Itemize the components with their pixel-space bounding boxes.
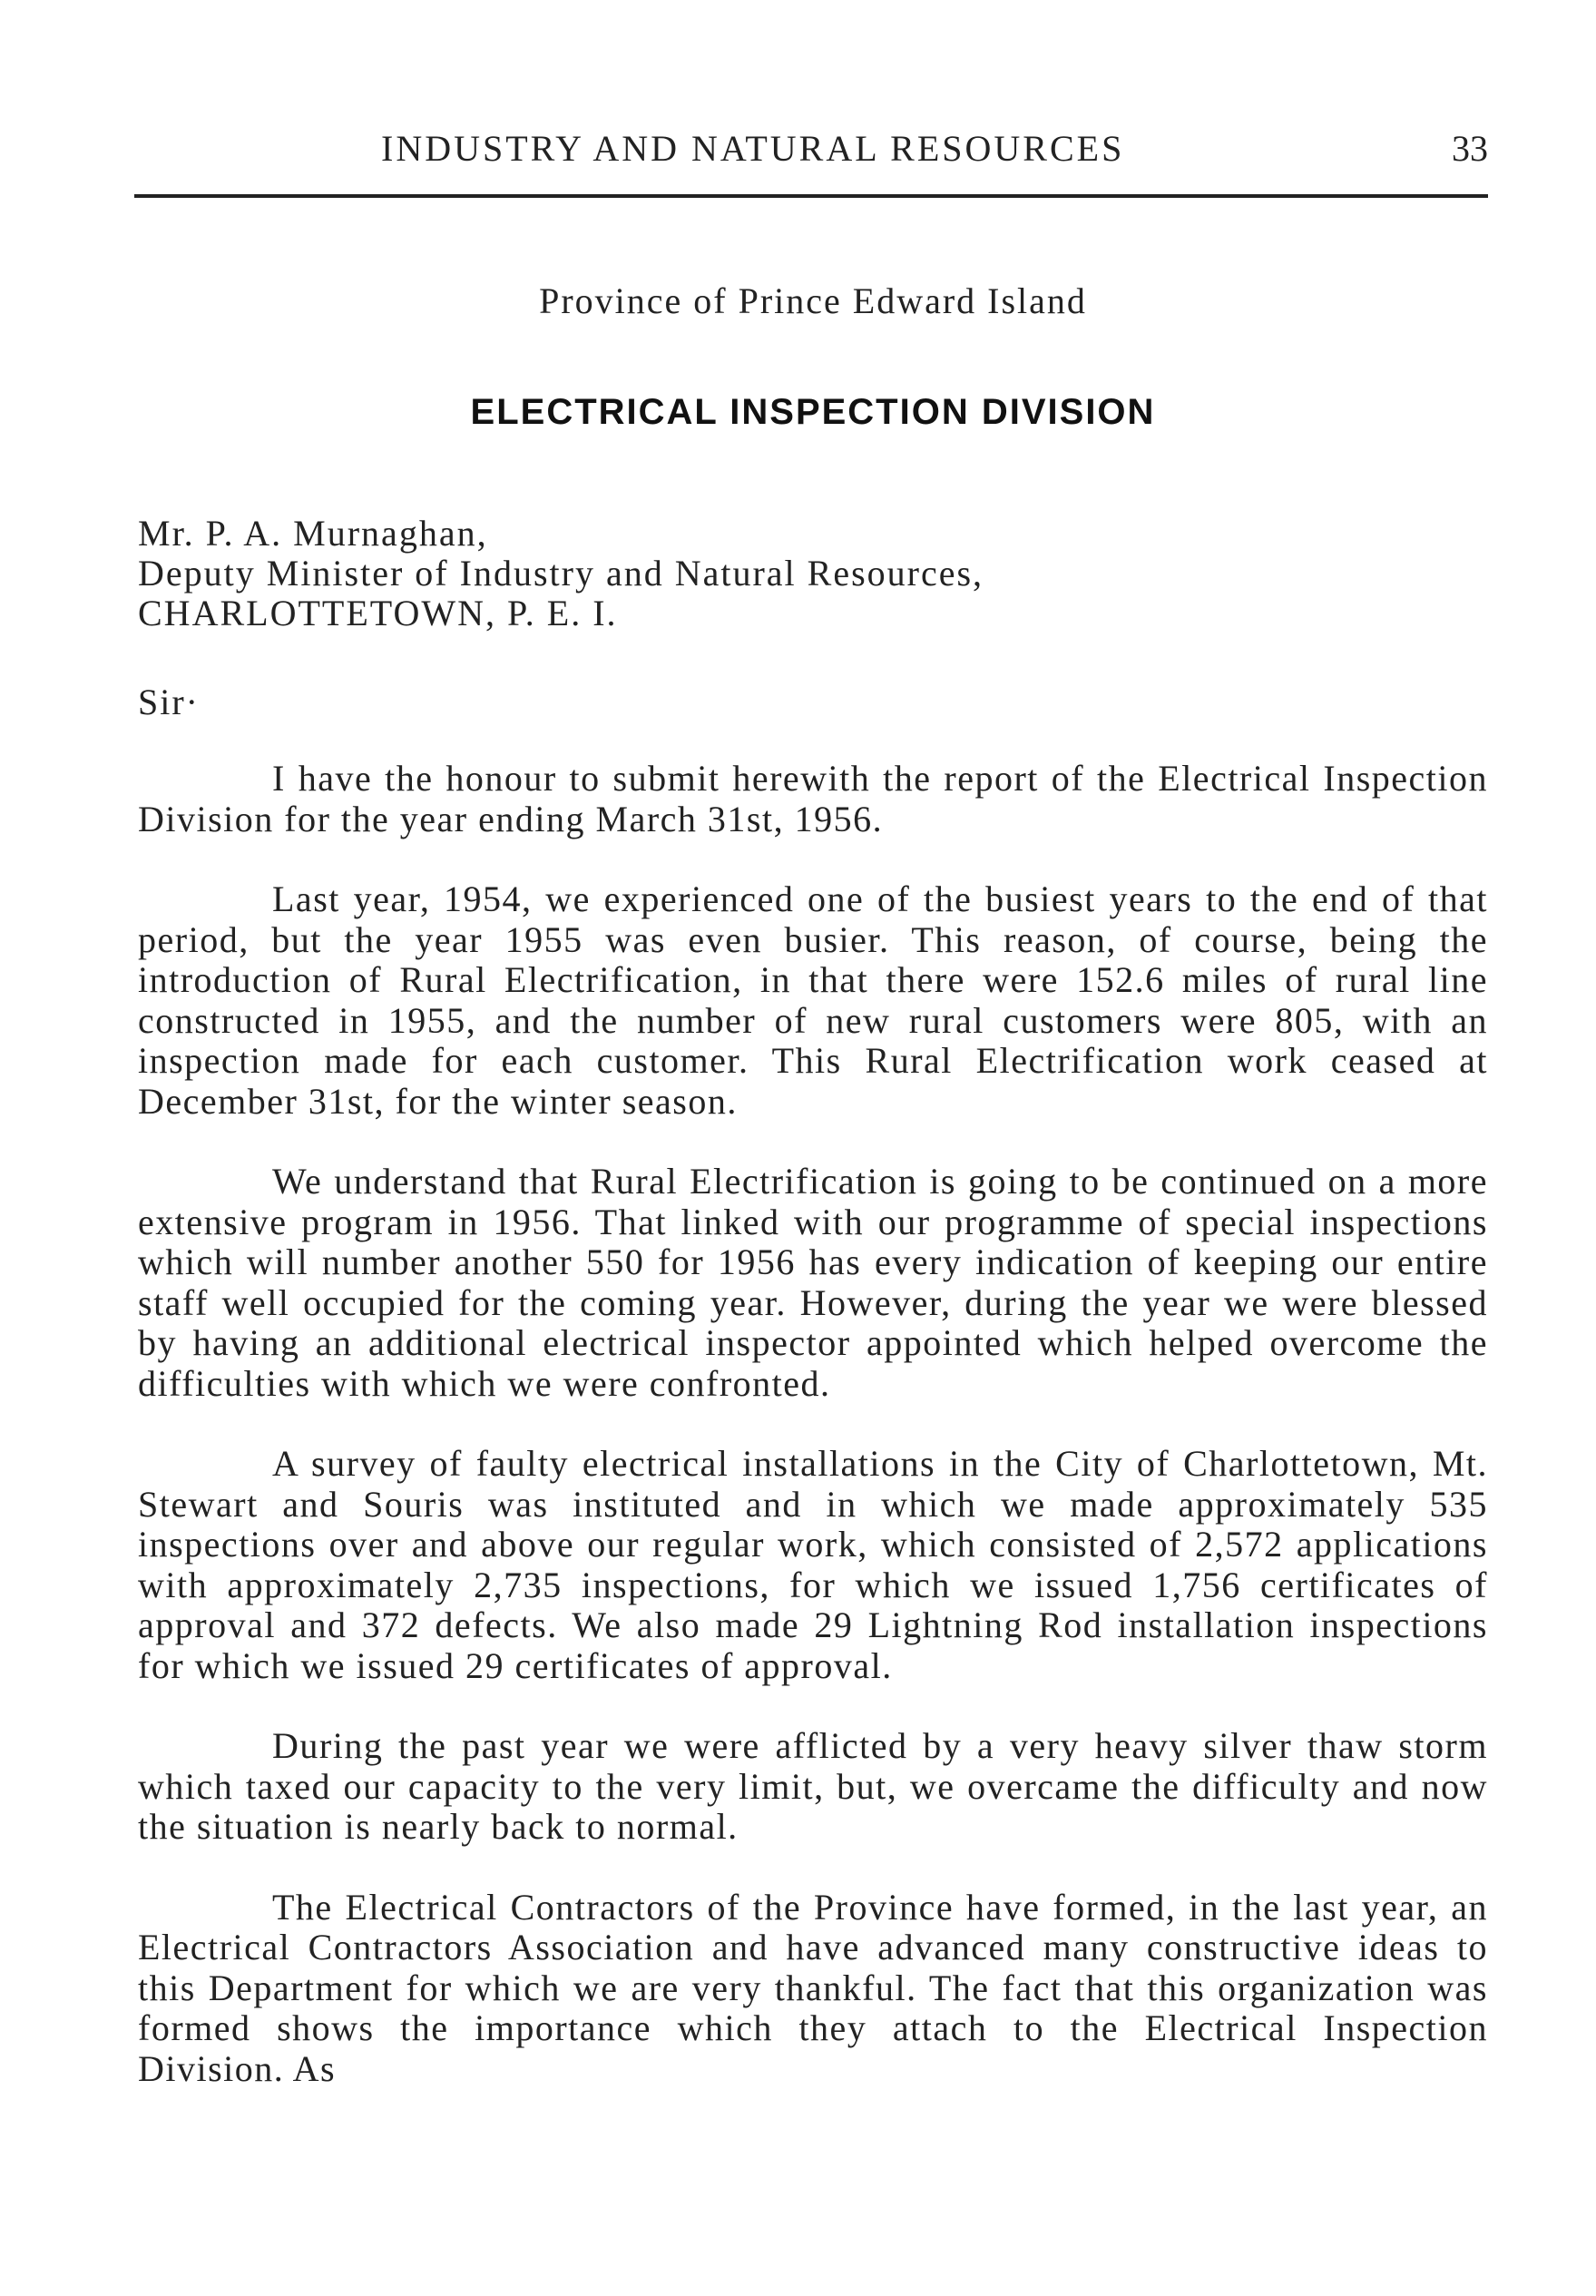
recipient-address — [138, 514, 1488, 633]
paragraph: The Electrical Contractors of the Province have formed, in the last year, an Electrical Contractors Association and have advanced many constructive ideas to this Department for which we are very thankful. The fact that this organization was formed shows the importance which they attach to the Electrical Inspection Division. As — [138, 1886, 1488, 2089]
paragraph: During the past year we were afflicted by a very heavy silver thaw storm which taxed our capacity to the very limit, but, we overcame the difficulty and now the situation is nearly back to normal. — [138, 1725, 1488, 1847]
report-body — [138, 759, 1488, 2129]
division-title: ELECTRICAL INSPECTION DIVISION — [470, 392, 1156, 432]
paragraph: A survey of faulty electrical installations in the City of Charlottetown, Mt. Stewart and Souris was instituted and in which we made approximately 535 inspections over and above our regular work, which consisted of 2,572 applications with approximately 2,735 inspections, for which we issued 1,756 certificates of approval and 372 defects. We also made 29 Lightning Rod installation inspections for which we issued 29 certificates of approval. — [138, 1443, 1488, 1686]
paragraph: I have the honour to submit herewith the report of the Electrical Inspection Division for the year ending March 31st, 1956. — [138, 758, 1488, 839]
running-header — [138, 127, 1488, 182]
header-rule — [134, 194, 1488, 198]
paragraph: Last year, 1954, we experienced one of the busiest years to the end of that period, but the year 1955 was even busier. This reason, of course, being the introduction of Rural Electrification, in that there were 152.6 miles of rural line constructed in 1955, and the number of new rural customers were 805, with an inspection made for each customer. This Rural Electrification work ceased at December 31st, for the winter season. — [138, 878, 1488, 1122]
recipient-location: CHARLOTTETOWN, P. E. I. — [138, 593, 618, 633]
recipient-name: Mr. P. A. Murnaghan, — [138, 513, 488, 554]
running-title: INDUSTRY AND NATURAL RESOURCES — [381, 128, 1125, 169]
salutation: Sir· — [138, 682, 200, 722]
page-number: 33 — [1452, 128, 1488, 169]
recipient-position: Deputy Minister of Industry and Natural Resources, — [138, 553, 984, 594]
province-heading: Province of Prince Edward Island — [539, 280, 1087, 321]
paragraph: We understand that Rural Electrification is going to be continued on a more extensive program in 1956. That linked with our programme of special inspections which will number another 550 for 1956 has every indication of keeping our entire staff well occupied for the coming year. However, during the year we were blessed by having an additional electrical inspector appointed which helped overcome the difficulties with which we were confronted. — [138, 1161, 1488, 1404]
